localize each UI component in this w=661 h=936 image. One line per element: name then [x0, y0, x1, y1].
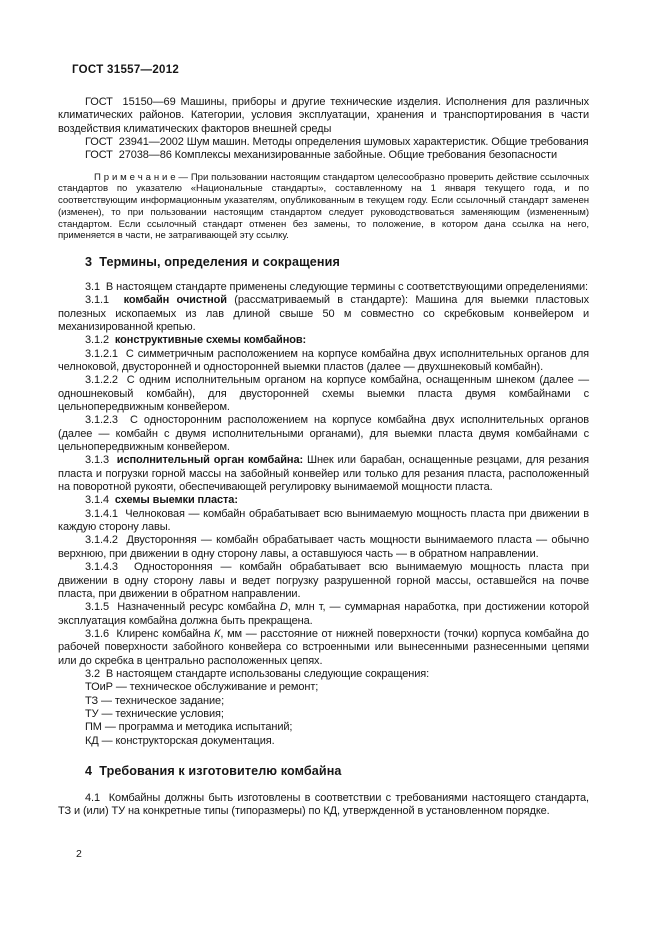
- section-4-heading: 4 Требования к изготовителю комбайна: [85, 763, 342, 778]
- references-note: П р и м е ч а н и е — При пользовании настоящим стандартом целесообразно проверить действие ссылочных стандартов по указателю «Национальные стандарты», составленному на 1 января текущего года, и по соответствующим информационным указателям, опубликованным в текущем году. Если ссылочный стандарт заменен (изменен), то при пользовании настоящим стандартом следует руководствоваться заменяющим (измененным) стандартом. Если ссылочный стандарт отменен без замены, то положение, в котором дана ссылка на него, применяется в части, не затрагивающей эту ссылку.: [58, 171, 589, 242]
- paragraph-3-2: 3.2 В настоящем стандарте использованы следующие сокращения:: [85, 667, 430, 680]
- term-text: , мм — расстояние от нижней поверхности (точки) корпуса комбайна до рабочей поверхности забойного конвейера со встроенными или вынесенными разнесенными цепями или до скребка в центрально расположенных цепях.: [58, 627, 589, 667]
- running-header: ГОСТ 31557—2012: [72, 64, 180, 76]
- term-label: исполнительный орган комбайна:: [116, 454, 304, 467]
- reference-item-3: ГОСТ 27038—86 Комплексы механизированные забойные. Общие требования безопасности: [85, 149, 558, 162]
- variable-symbol: D: [279, 601, 288, 614]
- abbreviation-tu: ТУ — технические условия;: [85, 707, 224, 720]
- paragraph-3-1-1: [58, 294, 589, 334]
- paragraph-3-1-6: [58, 628, 589, 668]
- section-3-heading: 3 Термины, определения и сокращения: [85, 254, 340, 269]
- term-definition: Шнек или барабан, оснащенные резцами, для резания пласта и погрузки горной массы на забойный конвейер или только для резания пласта, расположенный на поворотной рукояти, обеспечивающей регулировку вынимаемой мощности пласта.: [58, 454, 589, 494]
- paragraph-3-1-4-3: 3.1.4.3 Односторонняя — комбайн обрабатывает всю вынимаемую мощность пласта при движении в одну сторону лавы и ведет погрузку разрушенной горной массы, оставшейся на почве пласта, при движении в обратном направлении.: [58, 561, 589, 600]
- section-4-body: [58, 792, 589, 819]
- term-label: схемы выемки пласта:: [114, 494, 238, 507]
- paragraph-3-1-4-1: 3.1.4.1 Челноковая — комбайн обрабатывает всю вынимаемую мощность пласта при движении в каждую сторону лавы.: [58, 507, 589, 534]
- variable-symbol: К: [214, 627, 221, 640]
- paragraph-3-1-3: [58, 454, 589, 494]
- paragraph-3-1-2-2: 3.1.2.2 С одним исполнительным органом на корпусе комбайна, оснащенным шнеком (далее — одношнековый комбайн), для двусторонней схемы выемки пласта двумя комбайнами с цельнопередвижным конвейером.: [58, 374, 589, 414]
- term-number: 3.1.2: [85, 334, 115, 347]
- references-section: [58, 96, 589, 242]
- paragraph-3-1-4-2: 3.1.4.2 Двусторонняя — комбайн обрабатывает часть мощности вынимаемого пласта — обычно верхнюю, при движении в одну сторону лавы, а оставшуюся часть — в обратном направлении.: [58, 534, 589, 560]
- abbreviation-tz: ТЗ — техническое задание;: [85, 694, 225, 707]
- paragraph-3-1-2-3: 3.1.2.3 С односторонним расположением на корпусе комбайна двух исполнительных органов (далее — комбайн с двумя исполнительными органами), для выемки пласта двумя комбайнами с цельнопередвижным конвейером.: [58, 414, 589, 454]
- term-text: 3.1.6 Клиренс комбайна: [85, 627, 215, 640]
- term-number: 3.1.4: [85, 494, 115, 507]
- term-definition: (рассматриваемый в стандарте): Машина для выемки пластовых полезных ископаемых из лав длиной свыше 50 м совместно со скребковым конвейером и механизированной крепью.: [58, 294, 589, 333]
- paragraph-3-1-5: [58, 601, 589, 628]
- term-label: комбайн очистной: [123, 294, 227, 307]
- term-number: 3.1.3: [85, 454, 117, 467]
- page-number: 2: [76, 848, 82, 860]
- term-text: 3.1.5 Назначенный ресурс комбайна: [85, 601, 280, 614]
- abbreviation-kd: КД — конструкторская документация.: [85, 734, 275, 747]
- term-label: конструктивные схемы комбайнов:: [114, 334, 307, 347]
- term-number: 3.1.1: [85, 294, 124, 307]
- paragraph-3-1-2-1: 3.1.2.1 С симметричным расположением на корпусе комбайна двух исполнительных органов для челноковой, двусторонней и односторонней выемки пластов (далее — двухшнековый комбайн).: [58, 347, 589, 373]
- abbreviation-toir: ТОиР — техническое обслуживание и ремонт;: [85, 681, 319, 694]
- term-text: , млн т, — суммарная наработка, при достижении которой эксплуатация комбайна должна быть прекращена.: [58, 601, 589, 627]
- paragraph-3-1-4: [58, 494, 589, 507]
- paragraph-3-1-2: [58, 334, 589, 347]
- reference-item-1: ГОСТ 15150—69 Машины, приборы и другие технические изделия. Исполнения для различных климатических районов. Категории, условия эксплуатации, хранения и транспортирования в части воздействия климатических факторов внешней среды: [58, 96, 589, 135]
- section-3-body: [58, 281, 589, 748]
- abbreviation-pm: ПМ — программа и методика испытаний;: [85, 721, 293, 734]
- paragraph-4-1: 4.1 Комбайны должны быть изготовлены в соответствии с требованиями настоящего стандарта, ТЗ и (или) ТУ на конкретные типы (типоразмеры) по КД, утвержденной в установленном порядке.: [58, 791, 589, 818]
- reference-item-2: ГОСТ 23941—2002 Шум машин. Методы определения шумовых характеристик. Общие требования: [85, 136, 589, 149]
- paragraph-3-1: 3.1 В настоящем стандарте применены следующие термины с соответствующими определениями:: [85, 280, 588, 293]
